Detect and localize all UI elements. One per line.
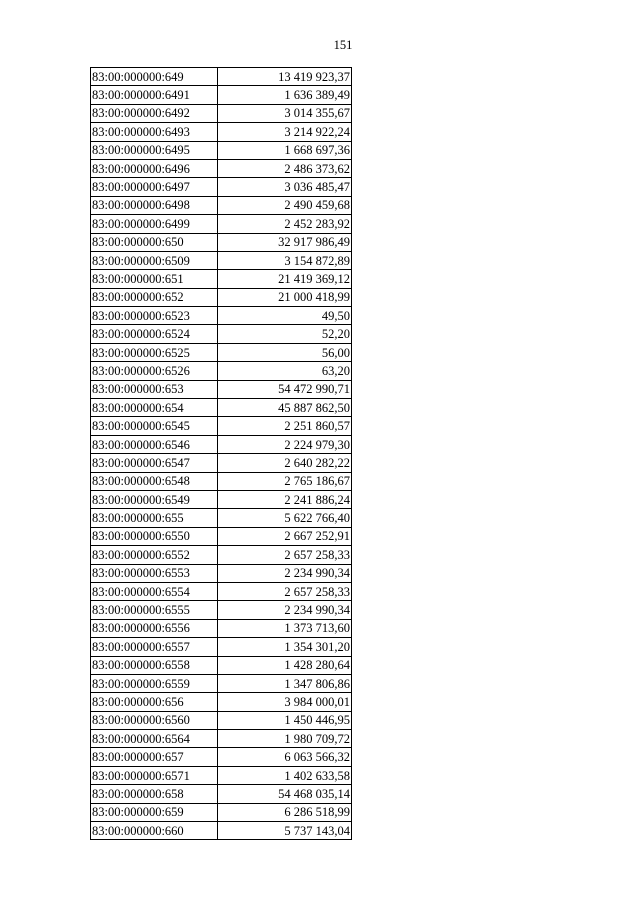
cadastral-value-cell: 2 486 373,62 xyxy=(218,159,352,177)
cadastral-number-cell: 83:00:000000:6549 xyxy=(91,490,218,508)
cadastral-value-cell: 2 234 990,34 xyxy=(218,564,352,582)
table-row xyxy=(91,68,352,86)
cadastral-value-cell: 2 640 282,22 xyxy=(218,454,352,472)
cadastral-number-cell: 83:00:000000:6547 xyxy=(91,454,218,472)
table-row xyxy=(91,803,352,821)
cadastral-value-cell: 2 667 252,91 xyxy=(218,527,352,545)
cadastral-number-cell: 83:00:000000:6556 xyxy=(91,619,218,637)
table-row xyxy=(91,159,352,177)
cadastral-number-cell: 83:00:000000:6491 xyxy=(91,86,218,104)
cadastral-number-cell: 83:00:000000:651 xyxy=(91,270,218,288)
cadastral-value-cell: 63,20 xyxy=(218,362,352,380)
table-row xyxy=(91,178,352,196)
cadastral-number-cell: 83:00:000000:6524 xyxy=(91,325,218,343)
cadastral-value-cell: 2 452 283,92 xyxy=(218,215,352,233)
cadastral-number-cell: 83:00:000000:6550 xyxy=(91,527,218,545)
cadastral-value-cell: 1 354 301,20 xyxy=(218,638,352,656)
cadastral-number-cell: 83:00:000000:6559 xyxy=(91,674,218,692)
cadastral-number-cell: 83:00:000000:6498 xyxy=(91,196,218,214)
cadastral-number-cell: 83:00:000000:6525 xyxy=(91,343,218,361)
table-row xyxy=(91,546,352,564)
table-row xyxy=(91,730,352,748)
cadastral-value-cell: 5 622 766,40 xyxy=(218,509,352,527)
table-row xyxy=(91,638,352,656)
cadastral-value-cell: 3 154 872,89 xyxy=(218,251,352,269)
cadastral-number-cell: 83:00:000000:6554 xyxy=(91,582,218,600)
table-row xyxy=(91,766,352,784)
table-row xyxy=(91,619,352,637)
cadastral-value-cell: 2 241 886,24 xyxy=(218,490,352,508)
cadastral-value-cell: 32 917 986,49 xyxy=(218,233,352,251)
cadastral-value-cell: 2 251 860,57 xyxy=(218,417,352,435)
table-row xyxy=(91,472,352,490)
cadastral-number-cell: 83:00:000000:657 xyxy=(91,748,218,766)
cadastral-value-cell: 49,50 xyxy=(218,307,352,325)
cadastral-number-cell: 83:00:000000:6526 xyxy=(91,362,218,380)
table-row xyxy=(91,656,352,674)
cadastral-number-cell: 83:00:000000:6545 xyxy=(91,417,218,435)
table-row xyxy=(91,141,352,159)
table-row xyxy=(91,417,352,435)
table-row xyxy=(91,601,352,619)
cadastral-value-cell: 2 224 979,30 xyxy=(218,435,352,453)
cadastral-value-cell: 3 984 000,01 xyxy=(218,693,352,711)
cadastral-value-cell: 1 373 713,60 xyxy=(218,619,352,637)
cadastral-value-cell: 2 657 258,33 xyxy=(218,582,352,600)
cadastral-value-cell: 1 347 806,86 xyxy=(218,674,352,692)
page-number: 151 xyxy=(333,38,353,52)
cadastral-value-cell: 1 668 697,36 xyxy=(218,141,352,159)
cadastral-value-cell: 6 063 566,32 xyxy=(218,748,352,766)
cadastral-value-cell: 1 450 446,95 xyxy=(218,711,352,729)
cadastral-number-cell: 83:00:000000:6496 xyxy=(91,159,218,177)
cadastral-value-cell: 5 737 143,04 xyxy=(218,822,352,840)
table-row xyxy=(91,104,352,122)
cadastral-number-cell: 83:00:000000:650 xyxy=(91,233,218,251)
cadastral-value-cell: 21 000 418,99 xyxy=(218,288,352,306)
table-row xyxy=(91,86,352,104)
cadastral-number-cell: 83:00:000000:655 xyxy=(91,509,218,527)
table-row xyxy=(91,748,352,766)
cadastral-number-cell: 83:00:000000:6492 xyxy=(91,104,218,122)
cadastral-value-cell: 1 636 389,49 xyxy=(218,86,352,104)
table-row xyxy=(91,196,352,214)
cadastral-value-cell: 6 286 518,99 xyxy=(218,803,352,821)
table-row xyxy=(91,711,352,729)
cadastral-number-cell: 83:00:000000:6495 xyxy=(91,141,218,159)
table-body xyxy=(91,68,352,840)
cadastral-number-cell: 83:00:000000:6571 xyxy=(91,766,218,784)
cadastral-value-cell: 52,20 xyxy=(218,325,352,343)
table-row xyxy=(91,343,352,361)
cadastral-number-cell: 83:00:000000:6557 xyxy=(91,638,218,656)
table-row xyxy=(91,233,352,251)
table-row xyxy=(91,509,352,527)
cadastral-value-cell: 56,00 xyxy=(218,343,352,361)
table-row xyxy=(91,399,352,417)
cadastral-value-cell: 2 490 459,68 xyxy=(218,196,352,214)
cadastral-number-cell: 83:00:000000:659 xyxy=(91,803,218,821)
cadastral-value-cell: 13 419 923,37 xyxy=(218,68,352,86)
cadastral-value-cell: 3 214 922,24 xyxy=(218,123,352,141)
cadastral-number-cell: 83:00:000000:6548 xyxy=(91,472,218,490)
cadastral-value-cell: 54 468 035,14 xyxy=(218,785,352,803)
table-row xyxy=(91,362,352,380)
cadastral-number-cell: 83:00:000000:6509 xyxy=(91,251,218,269)
table-row xyxy=(91,454,352,472)
cadastral-number-cell: 83:00:000000:6546 xyxy=(91,435,218,453)
table-row xyxy=(91,123,352,141)
table-row xyxy=(91,435,352,453)
table-row xyxy=(91,785,352,803)
table-row xyxy=(91,674,352,692)
table-row xyxy=(91,270,352,288)
table-row xyxy=(91,582,352,600)
cadastral-value-cell: 3 014 355,67 xyxy=(218,104,352,122)
table-row xyxy=(91,527,352,545)
cadastral-value-cell: 21 419 369,12 xyxy=(218,270,352,288)
cadastral-number-cell: 83:00:000000:6552 xyxy=(91,546,218,564)
cadastral-value-cell: 45 887 862,50 xyxy=(218,399,352,417)
table-row xyxy=(91,251,352,269)
cadastral-value-table xyxy=(90,67,352,840)
table-row xyxy=(91,215,352,233)
table-row xyxy=(91,490,352,508)
cadastral-number-cell: 83:00:000000:660 xyxy=(91,822,218,840)
cadastral-number-cell: 83:00:000000:656 xyxy=(91,693,218,711)
cadastral-number-cell: 83:00:000000:6555 xyxy=(91,601,218,619)
cadastral-number-cell: 83:00:000000:6564 xyxy=(91,730,218,748)
cadastral-number-cell: 83:00:000000:654 xyxy=(91,399,218,417)
cadastral-value-cell: 3 036 485,47 xyxy=(218,178,352,196)
cadastral-number-cell: 83:00:000000:6523 xyxy=(91,307,218,325)
cadastral-number-cell: 83:00:000000:6553 xyxy=(91,564,218,582)
cadastral-value-cell: 2 765 186,67 xyxy=(218,472,352,490)
cadastral-number-cell: 83:00:000000:6499 xyxy=(91,215,218,233)
cadastral-value-cell: 1 402 633,58 xyxy=(218,766,352,784)
cadastral-number-cell: 83:00:000000:652 xyxy=(91,288,218,306)
cadastral-number-cell: 83:00:000000:6560 xyxy=(91,711,218,729)
cadastral-value-cell: 1 980 709,72 xyxy=(218,730,352,748)
cadastral-number-cell: 83:00:000000:658 xyxy=(91,785,218,803)
cadastral-number-cell: 83:00:000000:649 xyxy=(91,68,218,86)
table-row xyxy=(91,307,352,325)
cadastral-number-cell: 83:00:000000:6558 xyxy=(91,656,218,674)
cadastral-value-cell: 54 472 990,71 xyxy=(218,380,352,398)
cadastral-number-cell: 83:00:000000:653 xyxy=(91,380,218,398)
table-row xyxy=(91,380,352,398)
table-row xyxy=(91,564,352,582)
cadastral-value-cell: 1 428 280,64 xyxy=(218,656,352,674)
cadastral-value-cell: 2 234 990,34 xyxy=(218,601,352,619)
table-row xyxy=(91,288,352,306)
cadastral-number-cell: 83:00:000000:6493 xyxy=(91,123,218,141)
table-row xyxy=(91,693,352,711)
table-row xyxy=(91,325,352,343)
table-row xyxy=(91,822,352,840)
cadastral-number-cell: 83:00:000000:6497 xyxy=(91,178,218,196)
cadastral-value-cell: 2 657 258,33 xyxy=(218,546,352,564)
